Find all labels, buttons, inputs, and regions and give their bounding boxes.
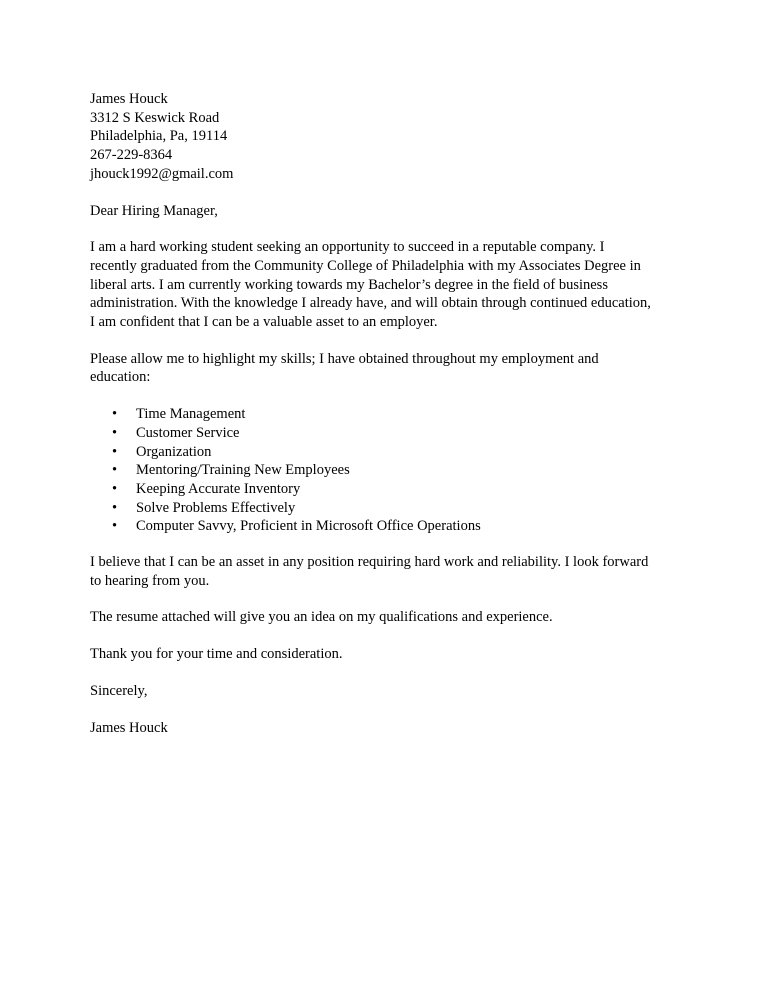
paragraph-line: recently graduated from the Community College of Philadelphia with my Associates Degree in bbox=[90, 257, 641, 274]
skills-intro-paragraph bbox=[90, 350, 690, 387]
bullet-icon: • bbox=[112, 462, 118, 479]
list-item bbox=[90, 480, 690, 499]
sender-street: 3312 S Keswick Road bbox=[90, 109, 220, 126]
skill-label: Customer Service bbox=[136, 424, 240, 441]
skill-label: Computer Savvy, Proficient in Microsoft Office Operations bbox=[136, 518, 481, 535]
bullet-icon: • bbox=[112, 424, 118, 441]
paragraph-line: Please allow me to highlight my skills; I have obtained throughout my employment and bbox=[90, 350, 599, 367]
sender-address-block bbox=[90, 90, 690, 184]
paragraph-line: administration. With the knowledge I already have, and will obtain through continued education, bbox=[90, 295, 651, 312]
bullet-icon: • bbox=[112, 499, 118, 516]
closing bbox=[90, 682, 690, 701]
cover-letter bbox=[90, 90, 690, 737]
paragraph-line: I am a hard working student seeking an opportunity to succeed in a reputable company. I bbox=[90, 239, 605, 256]
skill-label: Organization bbox=[136, 443, 212, 460]
paragraph-line: Thank you for your time and consideration. bbox=[90, 646, 343, 663]
intro-paragraph bbox=[90, 238, 690, 332]
signature-name: James Houck bbox=[90, 719, 168, 736]
bullet-icon: • bbox=[112, 406, 118, 423]
salutation bbox=[90, 202, 690, 221]
list-item bbox=[90, 443, 690, 462]
bullet-icon: • bbox=[112, 443, 118, 460]
belief-paragraph bbox=[90, 553, 690, 590]
skills-list bbox=[90, 405, 690, 536]
skill-label: Solve Problems Effectively bbox=[136, 499, 296, 516]
list-item bbox=[90, 424, 690, 443]
skill-label: Keeping Accurate Inventory bbox=[136, 480, 301, 497]
bullet-icon: • bbox=[112, 480, 118, 497]
sender-email: jhouck1992@gmail.com bbox=[90, 165, 234, 182]
paragraph-line: I believe that I can be an asset in any position requiring hard work and reliability. I look forward bbox=[90, 554, 649, 571]
paragraph-line: I am confident that I can be a valuable asset to an employer. bbox=[90, 314, 438, 331]
sender-name: James Houck bbox=[90, 91, 168, 107]
paragraph-line: liberal arts. I am currently working towards my Bachelor’s degree in the field of business bbox=[90, 276, 608, 293]
list-item bbox=[90, 517, 690, 536]
bullet-icon: • bbox=[112, 518, 118, 535]
skill-label: Mentoring/Training New Employees bbox=[136, 462, 350, 479]
salutation-text: Dear Hiring Manager, bbox=[90, 202, 218, 219]
skill-label: Time Management bbox=[136, 406, 246, 423]
resume-paragraph bbox=[90, 608, 690, 627]
signature bbox=[90, 719, 690, 738]
thanks-paragraph bbox=[90, 645, 690, 664]
paragraph-line: education: bbox=[90, 369, 151, 386]
sender-city-line: Philadelphia, Pa, 19114 bbox=[90, 128, 228, 145]
list-item bbox=[90, 405, 690, 424]
list-item bbox=[90, 461, 690, 480]
paragraph-line: The resume attached will give you an idea on my qualifications and experience. bbox=[90, 609, 553, 626]
paragraph-line: to hearing from you. bbox=[90, 572, 210, 589]
closing-text: Sincerely, bbox=[90, 682, 148, 699]
list-item bbox=[90, 499, 690, 518]
sender-phone: 267-229-8364 bbox=[90, 147, 173, 164]
